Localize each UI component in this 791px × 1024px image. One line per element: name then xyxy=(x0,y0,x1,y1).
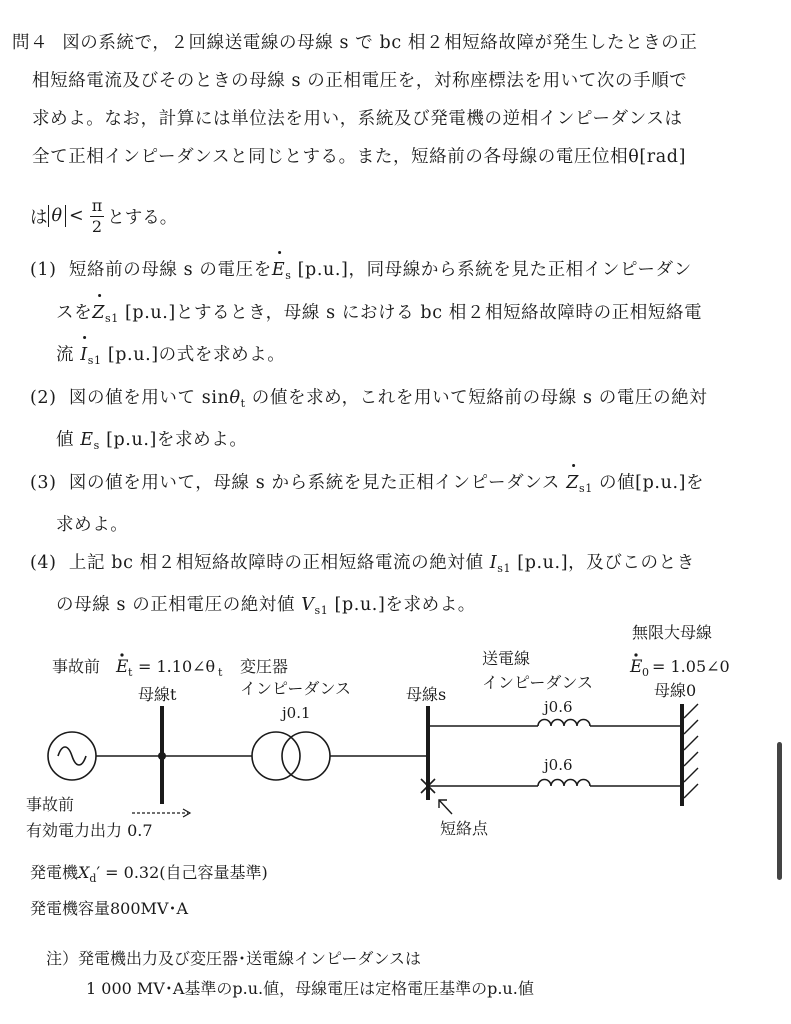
scrollbar[interactable] xyxy=(777,742,782,880)
abs-theta: θ xyxy=(48,205,67,227)
intro-line-2: 相短絡電流及びそのときの母線 s の正相電圧を，対称座標法を用いて次の手順で xyxy=(32,71,688,91)
bus-s-label: 母線s xyxy=(406,685,447,704)
ground-hatch-icon xyxy=(684,704,698,798)
fault-label: 短絡点 xyxy=(440,819,489,838)
pi-over-2: $\frac{\pi}{2}$ xyxy=(91,195,103,236)
line-label-2: インピーダンス xyxy=(482,673,594,692)
footnote-line-1: 注）発電機出力及び変圧器･送電線インピーダンスは xyxy=(46,949,422,968)
intro-line-3: 求めよ。なお，計算には単位法を用い，系統及び発電機の逆相インピーダンスは xyxy=(32,109,683,129)
question-number: 問４ xyxy=(12,33,49,53)
fault-arrow-icon xyxy=(439,800,452,814)
subquestion-list xyxy=(30,252,780,630)
svg-text:E: E xyxy=(630,657,643,677)
svg-text:t: t xyxy=(128,666,133,679)
line-impedance-2: j0.6 xyxy=(544,756,573,774)
power-label-1: 事故前 xyxy=(26,795,75,814)
svg-text:= 1.05∠0: = 1.05∠0 xyxy=(652,657,730,676)
et-label xyxy=(52,653,223,679)
theta-condition: は θ < $\frac{\pi}{2}$ とする。 xyxy=(30,195,178,236)
capacity-note: 発電機容量800MV･A xyxy=(30,899,189,918)
bus-0-label: 母線0 xyxy=(654,681,697,700)
system-diagram xyxy=(0,610,791,870)
svg-text:0: 0 xyxy=(642,666,649,679)
svg-text:t: t xyxy=(218,666,223,679)
intro-line-4: 全て正相インピーダンスと同じとする。また，短絡前の各母線の電圧位相θ[rad] xyxy=(32,147,687,167)
line-impedance-1: j0.6 xyxy=(544,698,573,716)
transformer-label-2: インピーダンス xyxy=(240,679,352,698)
xd-note: 発電機$X_d' = 0.32$(自己容量基準) xyxy=(30,863,268,885)
transformer-label-1: 変圧器 xyxy=(240,657,289,676)
e0-label xyxy=(629,653,730,679)
sine-icon xyxy=(58,747,86,765)
inductor-line-2 xyxy=(538,780,590,787)
inductor-line-1 xyxy=(538,720,590,727)
subquestion-4: (4) 上記 bc 相２相短絡故障時の正相短絡電流の絶対値 $I_{s1}$ [p.u.]，及びこのとき の母線 s の正相電圧の絶対値 $V_{s1}$ [p.u.]を求めよ。 xyxy=(30,552,695,617)
intro-line-1: 問４ 図の系統で，２回線送電線の母線 s で bc 相２相短絡故障が発生したときの正 xyxy=(12,33,698,53)
generator-notes xyxy=(30,858,268,924)
subquestion-2: (2) 図の値を用いて sinθ$_t$ の値を求め，これを用いて短絡前の母線 s の電圧の絶対 値 $E_s$ [p.u.]を求めよ。 xyxy=(30,387,708,452)
svg-text:= 1.10∠θ: = 1.10∠θ xyxy=(138,657,216,676)
footnote-line-2: 1 000 MV･A基準のp.u.値，母線電圧は定格電圧基準のp.u.値 xyxy=(86,979,534,998)
bus-t-label: 母線t xyxy=(138,685,177,704)
line-label-1: 送電線 xyxy=(482,649,531,668)
question-intro xyxy=(12,24,772,176)
svg-text:E: E xyxy=(116,657,129,677)
subquestion-3: (3) 図の値を用いて，母線 s から系統を見た正相インピーダンス $Z_{s1}$ の値[p.u.]を 求めよ。 xyxy=(30,465,780,545)
infinite-bus-label: 無限大母線 xyxy=(632,623,713,642)
subquestion-1: (1) 短絡前の母線 s の電圧を$E_s$ [p.u.]，同母線から系統を見た正相インピーダン スを$Z_{s1}$ [p.u.]とするとき，母線 s における bc 相２相短絡故障時の正相短絡電 流 $I_{s1}$ [p.u.]の式を求めよ。 xyxy=(30,252,780,380)
transformer-symbol xyxy=(252,732,300,780)
footnote xyxy=(46,944,534,1004)
svg-text:事故前: 事故前 xyxy=(52,657,101,676)
power-label-2: 有効電力出力 0.7 xyxy=(26,821,153,840)
transformer-impedance: j0.1 xyxy=(282,704,311,722)
